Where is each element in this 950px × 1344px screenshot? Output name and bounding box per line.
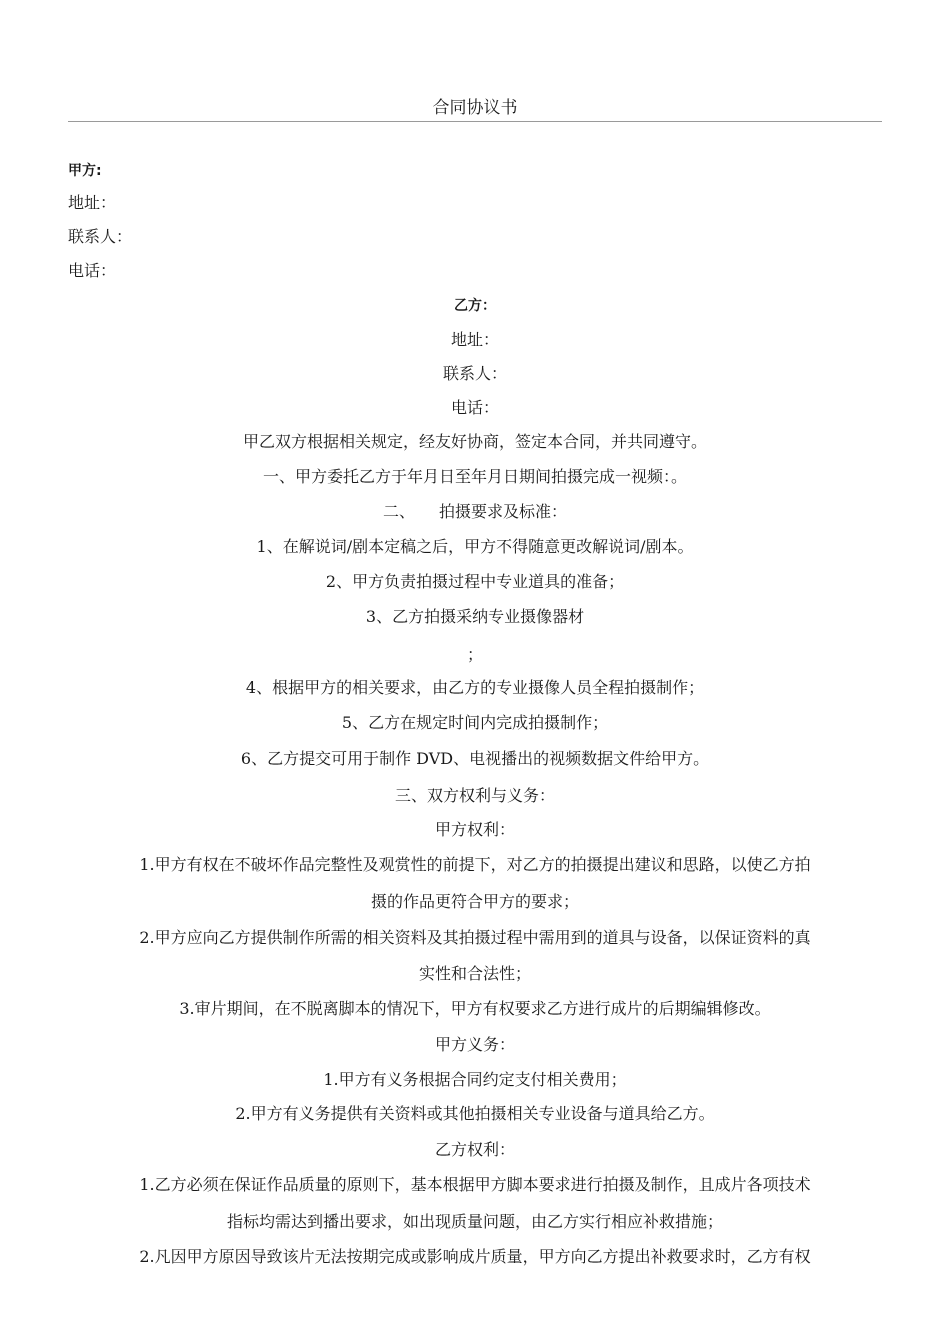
section-2-item: 4、根据甲方的相关要求，由乙方的专业摄像人员全程拍摄制作； <box>245 678 705 697</box>
section-2-item: 5、乙方在规定时间内完成拍摄制作； <box>341 713 609 732</box>
party-a-rights-item: 实性和合法性； <box>418 964 531 983</box>
party-b-rights-item: 1.乙方必须在保证作品质量的原则下，基本根据甲方脚本要求进行拍摄及制作，且成片各项技术 <box>139 1175 811 1194</box>
party-b-contact: 联系人： <box>442 364 507 383</box>
party-b-rights-item: 指标均需达到播出要求，如出现质量问题，由乙方实行相应补救措施； <box>226 1212 723 1231</box>
party-b-address: 地址： <box>450 330 499 349</box>
section-2-heading: 二、 拍摄要求及标准： <box>382 502 567 521</box>
party-b-rights-heading: 乙方权利： <box>434 1140 515 1159</box>
party-a-rights-item: 1.甲方有权在不破坏作品完整性及观赏性的前提下，对乙方的拍摄提出建议和思路，以使乙方拍 <box>139 855 811 874</box>
party-a-rights-item: 摄的作品更符合甲方的要求； <box>370 892 579 911</box>
party-a-duties-heading: 甲方义务： <box>434 1035 515 1054</box>
party-b-phone: 电话： <box>450 398 499 417</box>
section-2-item: 1、在解说词/剧本定稿之后，甲方不得随意更改解说词/剧本。 <box>256 537 694 556</box>
party-a-duties-item: 2.甲方有义务提供有关资料或其他拍摄相关专业设备与道具给乙方。 <box>235 1104 715 1123</box>
party-a-rights-heading: 甲方权利： <box>434 820 515 839</box>
party-a-address: 地址： <box>68 193 117 212</box>
header-divider <box>68 121 882 122</box>
party-a-rights-item: 3.审片期间，在不脱离脚本的情况下，甲方有权要求乙方进行成片的后期编辑修改。 <box>179 999 771 1018</box>
document-title: 合同协议书 <box>432 98 518 118</box>
party-b-rights-item: 2.凡因甲方原因导致该片无法按期完成或影响成片质量，甲方向乙方提出补救要求时，乙方有权 <box>139 1247 811 1266</box>
section-3-heading: 三、双方权利与义务： <box>394 786 555 805</box>
party-a-contact: 联系人： <box>68 227 133 246</box>
party-a-duties-item: 1.甲方有义务根据合同约定支付相关费用； <box>323 1070 627 1089</box>
intro-paragraph: 甲乙双方根据相关规定，经友好协商，签定本合同，并共同遵守。 <box>242 432 707 451</box>
party-b-label: 乙方： <box>454 298 496 314</box>
section-1: 一、甲方委托乙方于年月日至年月日期间拍摄完成一视频：。 <box>262 467 687 486</box>
section-2-item: 3、乙方拍摄采纳专业摄像器材 <box>365 607 585 626</box>
party-a-label: 甲方: <box>68 163 102 179</box>
party-a-phone: 电话： <box>68 261 117 280</box>
section-2-item: 2、甲方负责拍摄过程中专业道具的准备； <box>325 572 625 591</box>
party-a-rights-item: 2.甲方应向乙方提供制作所需的相关资料及其拍摄过程中需用到的道具与设备，以保证资料的真 <box>139 928 811 947</box>
section-2-item: ； <box>466 645 483 664</box>
section-2-item: 6、乙方提交可用于制作 DVD、电视播出的视频数据文件给甲方。 <box>240 749 710 768</box>
